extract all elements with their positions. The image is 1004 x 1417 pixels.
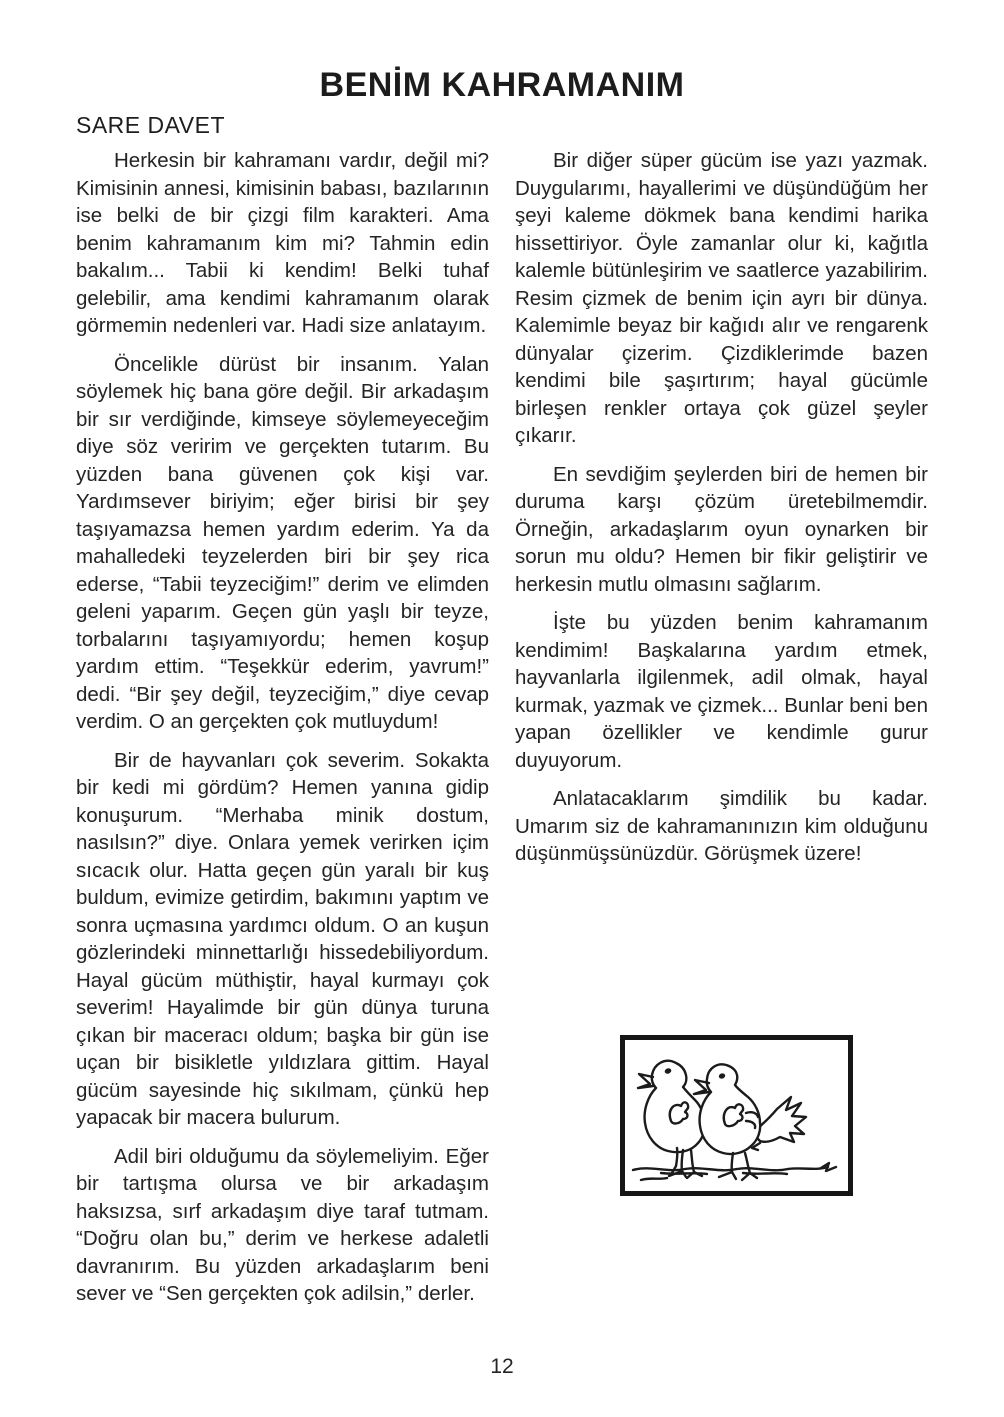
paragraph: Bir diğer süper gücüm ise yazı yazmak. Duygularımı, hayallerimi ve düşündüğüm her şeyi kaleme dökmek bana kendimi harika hissettiriyor. Öyle zamanlar olur ki, kağıtla kalemle bütünleşirim ve saatlerce yazabilirim. Resim çizmek de benim için ayrı bir dünya. Kalemimle beyaz bir kağıdı alır ve rengarenk dünyalar çizerim. Çizdiklerimde bazen kendimi bile şaşırtırım; hayal gücümle birleşen renkler ortaya çok güzel şeyler çıkarır. [515, 149, 928, 447]
two-chicks-drawing-icon [625, 1040, 848, 1191]
author-name: SARE DAVET [76, 112, 225, 138]
paragraph: Adil biri olduğumu da söylemeliyim. Eğer bir tartışma olursa ve bir arkadaşım haksızsa, sırf arkadaşım diye taraf tutmam. “Doğru olan bu,” derim ve herkese adaletli davranırım. Bu yüzden arkadaşlarım beni sever ve “Sen gerçekten çok adilsin,” derler. [76, 1144, 489, 1305]
birds-illustration [620, 1035, 853, 1196]
paragraph: Öncelikle dürüst bir insanım. Yalan söylemek hiç bana göre değil. Bir arkadaşım bir sır verdiğinde, kimseye söylemeyeceğim diye söz veririm ve gerçekten tutarım. Bu yüzden bana güvenen çok kişi var. Yardımsever biriyim; eğer birisi bir şey taşıyamazsa hemen yardım ederim. Ya da mahalledeki teyzelerden biri bir şey rica ederse, “Tabii teyzeciğim!” derim ve elimden geleni yaparım. Geçen gün yaşlı bir teyze, torbalarını taşıyamıyordu; hemen koşup yardım ettim. “Teşekkür ederim, yavrum!” dedi. “Bir şey değil, teyzeciğim,” diye cevap verdim. O an gerçekten çok mutluydum! [76, 352, 489, 733]
paragraph: Anlatacaklarım şimdilik bu kadar. Umarım siz de kahramanınızın kim olduğunu düşünmüşsünüzdür. Görüşmek üzere! [515, 787, 928, 865]
article-title: BENİM KAHRAMANIM [319, 66, 685, 104]
paragraph: En sevdiğim şeylerden biri de hemen bir duruma karşı çözüm üretebilmemdir. Örneğin, arkadaşlarım oyun oynarken bir sorun mu oldu? Hemen bir fikir geliştirir ve herkesin mutlu olmasını sağlarım. [515, 462, 928, 596]
page-number: 12 [490, 1355, 514, 1378]
paragraph: İşte bu yüzden benim kahramanım kendimim! Başkalarına yardım etmek, hayvanlarla ilgilenmek, adil olmak, hayal kurmak, yazmak ve çizmek... Bunlar beni ben yapan özellikler ve kendimle gurur duyuyorum. [515, 611, 928, 772]
paragraph: Bir de hayvanları çok severim. Sokakta bir kedi mi gördüm? Hemen yanına gidip konuşurum. “Merhaba minik dostum, nasılsın?” diye. Onlara yemek verirken içim sıcacık olur. Hatta geçen gün yaralı bir kuş buldum, evimize getirdim, bakımını yaptım ve sonra uçmasına yardımcı oldum. O an kuşun gözlerindeki minnettarlığı hissedebiliyordum. Hayal gücüm müthiştir, hayal kurmayı çok severim! Hayalimde bir gün dünya turuna çıkan bir maceracı oldum; başka bir gün ise uçan bir bisikletle yıldızlara gittim. Hayal gücüm sayesinde hiç sıkılmam, çünkü hep yapacak bir macera bulurum. [76, 748, 489, 1129]
left-column [76, 147, 489, 1319]
paragraph: Herkesin bir kahramanı vardır, değil mi? Kimisinin annesi, kimisinin babası, bazılarının ise belki de bir çizgi film karakteri. Ama benim kahramanım kim mi? Tahmin edin bakalım... Tabii ki kendim! Belki tuhaf gelebilir, ama kendimi kahramanım olarak görmemin nedenleri var. Hadi size anlatayım. [76, 149, 489, 337]
